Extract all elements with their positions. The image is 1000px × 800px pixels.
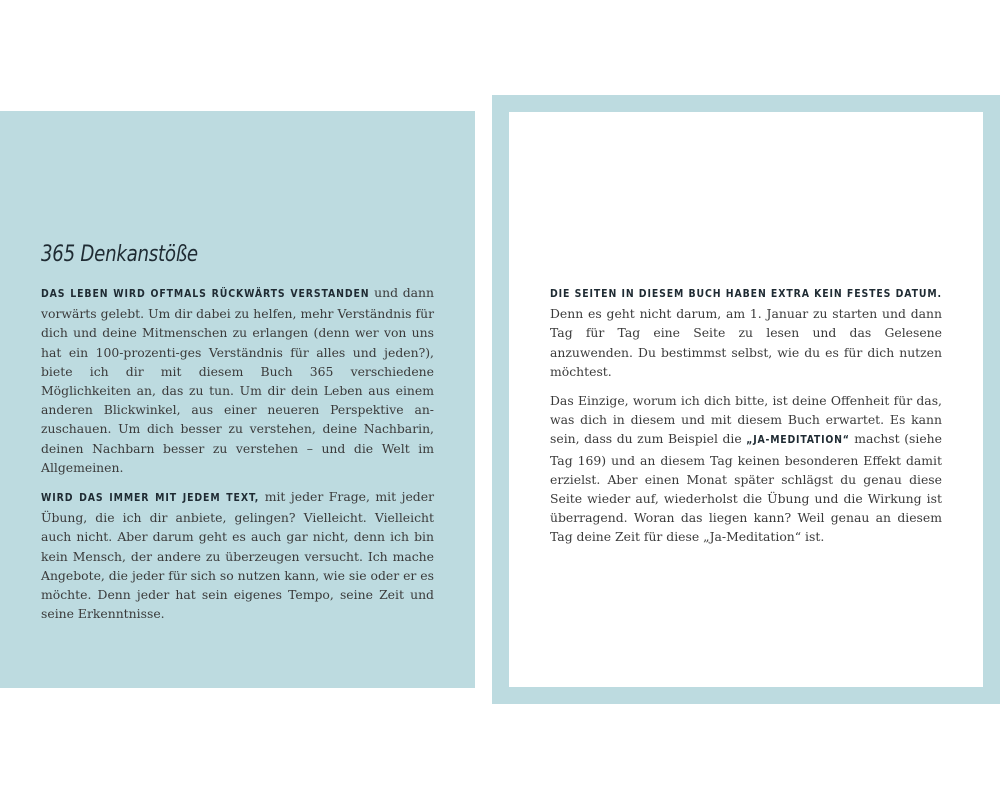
right-paragraph-2-body-end: machst (siehe Tag 169) und an diesem Tag keinen besonderen Effekt damit erzielst. Aber einen Monat später schlägst du genau diese Seite wieder auf, wiederholst die Übung und die Wirkung ist überragend. Woran das liegen kann? Weil genau an diesem Tag deine Zeit für diese „Ja-Meditation“ ist. (550, 431, 942, 545)
right-paragraph-2-body-start: Das Einzige, worum ich dich bitte, ist deine Offenheit für das, was dich in diesem und mit diesem Buch erwartet. Es kann sein, dass du zum Beispiel die (550, 393, 942, 447)
left-paragraph-2-lead: WIRD DAS IMMER MIT JEDEM TEXT, (41, 492, 260, 505)
left-paragraph-1-lead: DAS LEBEN WIRD OFTMALS RÜCKWÄRTS VERSTANDEN (41, 288, 370, 300)
page-title: 365 Denkanstöße (41, 242, 198, 267)
right-paragraph-1 (550, 283, 942, 381)
right-paragraph-2 (550, 391, 942, 547)
left-paragraph-1 (41, 283, 434, 477)
left-paragraph-2 (41, 487, 434, 623)
right-page-text (550, 283, 942, 557)
left-paragraph-2-body: mit jeder Frage, mit jeder Übung, die ich dir anbiete, gelingen? Vielleicht. Vielleicht auch nicht. Aber darum geht es auch gar nicht, denn ich bin kein Mensch, der andere zu überzeugen versucht. Ich mache Angebote, die jeder für sich so nutzen kann, wie sie oder er es möchte. Denn jeder hat sein eigenes Tempo, seine Zeit und seine Erkenntnisse. (41, 489, 434, 622)
right-paragraph-1-body: Denn es geht nicht darum, am 1. Januar zu starten und dann Tag für Tag eine Seite zu lesen und das Gelesene anzuwenden. Du bestimmst selbst, wie du es für dich nutzen möchtest. (550, 306, 942, 379)
left-page-text (41, 283, 434, 633)
ja-meditation-highlight: „JA-MEDITATION“ (746, 434, 850, 447)
left-paragraph-1-body: und dann vorwärts gelebt. Um dir dabei zu helfen, mehr Verständnis für dich und deine Mitmenschen zu erlangen (denn wer von uns hat ein 100-prozenti-ges Verständnis für alles und jeden?), biete ich dir mit diesem Buch 365 verschiedene Möglichkeiten an, das zu tun. Um dir dein Leben aus einem anderen Blickwinkel, aus einer neueren Perspektive an-zuschauen. Um dich besser zu verstehen, deine Nachbarin, deinen Nachbarn besser zu verstehen – und die Welt im Allgemeinen. (41, 285, 434, 475)
right-paragraph-1-lead: DIE SEITEN IN DIESEM BUCH HABEN EXTRA KEIN FESTES DATUM. (550, 288, 942, 300)
